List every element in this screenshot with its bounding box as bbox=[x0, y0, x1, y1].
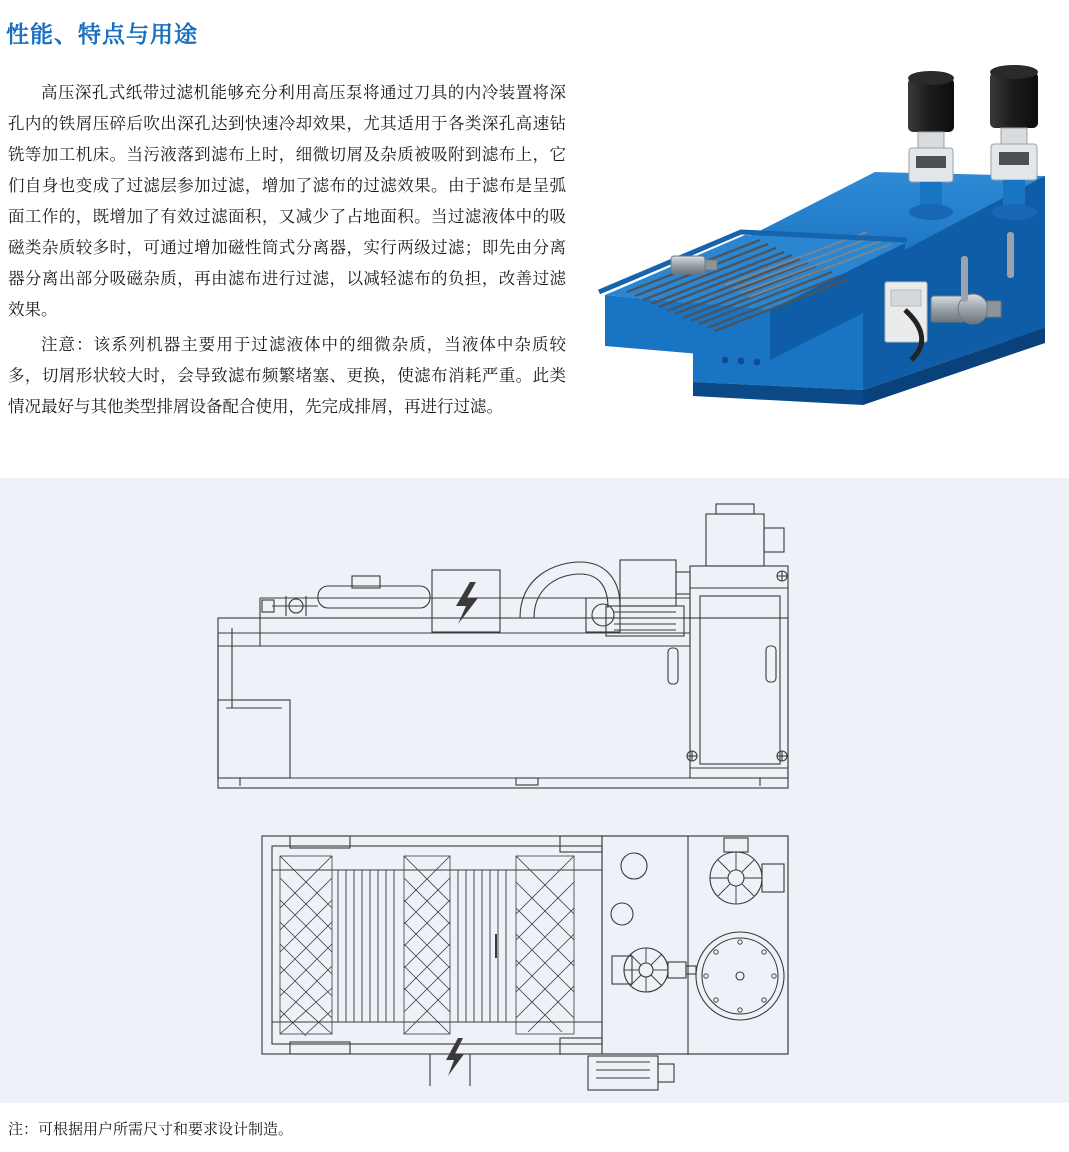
paragraph-1: 高压深孔式纸带过滤机能够充分利用高压泵将通过刀具的内冷装置将深孔内的铁屑压碎后吹出深孔达到快速冷却效果，尤其适用于各类深孔高速钻铣等加工机床。当污液落到滤布上时，细微切屑及杂质被吸附到滤布上，它们自身也变成了过滤层参加过滤，增加了滤布的过滤效果。由于滤布是呈弧面工作的，既增加了有效过滤面积，又减少了占地面积。当过滤液体中的吸磁类杂质较多时，可通过增加磁性筒式分离器，实行两级过滤；即先由分离器分离出部分吸磁杂质，再由滤布进行过滤，以减轻滤布的负担，改善过滤效果。 bbox=[8, 84, 566, 319]
technical-drawing bbox=[0, 478, 1069, 1103]
top-view bbox=[262, 836, 788, 1090]
paragraph-2: 注意：该系列机器主要用于过滤液体中的细微杂质，当液体中杂质较多，切屑形状较大时，会导致滤布频繁堵塞、更换，使滤布消耗严重。此类情况最好与其他类型排屑设备配合使用，先完成排屑，再进行过滤。 bbox=[8, 336, 566, 416]
page-title: 性能、特点与用途 bbox=[6, 21, 198, 47]
footnote: 注：可根据用户所需尺寸和要求设计制造。 bbox=[8, 1121, 294, 1138]
product-photo bbox=[575, 60, 1065, 455]
body-text-column bbox=[8, 78, 566, 427]
technical-drawing-panel bbox=[0, 478, 1069, 1103]
front-view bbox=[218, 504, 788, 788]
